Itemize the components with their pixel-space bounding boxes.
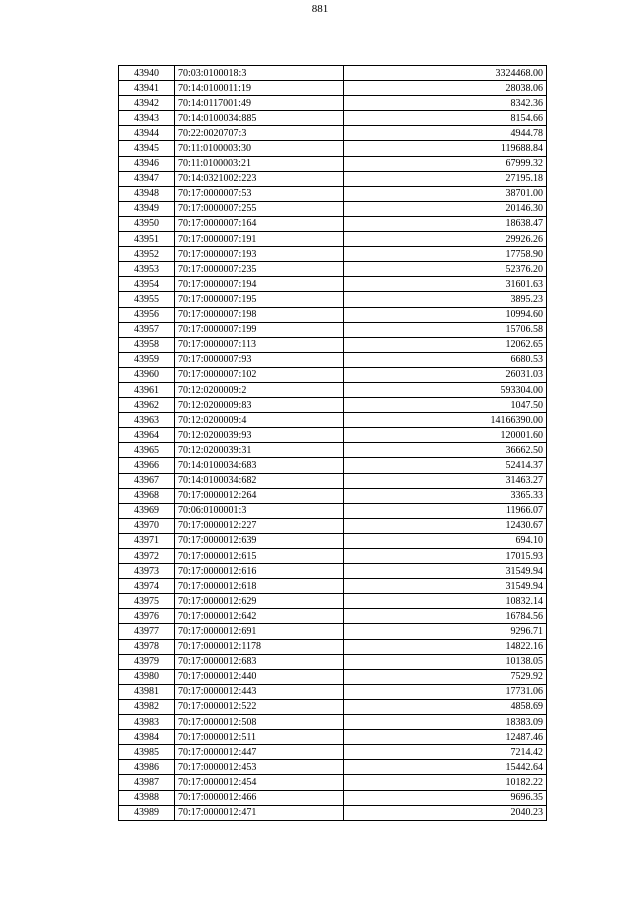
table-row [119, 594, 547, 609]
cadastral-value: 26031.03 [344, 367, 547, 382]
cadastral-value: 18383.09 [344, 715, 547, 730]
cadastral-value: 10138.05 [344, 654, 547, 669]
table-row [119, 518, 547, 533]
row-number: 43984 [119, 730, 175, 745]
cadastral-value: 12430.67 [344, 518, 547, 533]
cadastral-value: 120001.60 [344, 428, 547, 443]
row-number: 43986 [119, 760, 175, 775]
cadastral-value: 31549.94 [344, 579, 547, 594]
cadastral-number: 70:14:0100034:885 [175, 111, 344, 126]
cadastral-number: 70:17:0000012:618 [175, 579, 344, 594]
cadastral-number: 70:06:0100001:3 [175, 503, 344, 518]
row-number: 43968 [119, 488, 175, 503]
row-number: 43978 [119, 639, 175, 654]
cadastral-number: 70:17:0000012:511 [175, 730, 344, 745]
cadastral-number: 70:11:0100003:21 [175, 156, 344, 171]
table-row [119, 382, 547, 397]
cadastral-value: 7529.92 [344, 669, 547, 684]
cadastral-number: 70:17:0000007:93 [175, 352, 344, 367]
table-row [119, 171, 547, 186]
row-number: 43988 [119, 790, 175, 805]
cadastral-number: 70:03:0100018:3 [175, 66, 344, 81]
cadastral-number: 70:17:0000012:615 [175, 549, 344, 564]
table-row [119, 699, 547, 714]
cadastral-number: 70:17:0000012:453 [175, 760, 344, 775]
table-row [119, 624, 547, 639]
row-number: 43967 [119, 473, 175, 488]
table-row [119, 352, 547, 367]
cadastral-value: 38701.00 [344, 186, 547, 201]
row-number: 43965 [119, 443, 175, 458]
row-number: 43987 [119, 775, 175, 790]
row-number: 43944 [119, 126, 175, 141]
row-number: 43962 [119, 398, 175, 413]
cadastral-value: 31549.94 [344, 564, 547, 579]
cadastral-value: 10994.60 [344, 307, 547, 322]
row-number: 43943 [119, 111, 175, 126]
row-number: 43983 [119, 715, 175, 730]
row-number: 43969 [119, 503, 175, 518]
cadastral-number: 70:17:0000012:508 [175, 715, 344, 730]
row-number: 43979 [119, 654, 175, 669]
table-row [119, 292, 547, 307]
cadastral-number: 70:17:0000007:102 [175, 367, 344, 382]
cadastral-number: 70:17:0000007:198 [175, 307, 344, 322]
row-number: 43972 [119, 549, 175, 564]
cadastral-value: 52414.37 [344, 458, 547, 473]
cadastral-value: 20146.30 [344, 201, 547, 216]
cadastral-value: 11966.07 [344, 503, 547, 518]
row-number: 43957 [119, 322, 175, 337]
cadastral-value: 7214.42 [344, 745, 547, 760]
table-row [119, 156, 547, 171]
cadastral-value: 31463.27 [344, 473, 547, 488]
cadastral-value-table [118, 65, 547, 821]
cadastral-value: 17758.90 [344, 247, 547, 262]
cadastral-value: 27195.18 [344, 171, 547, 186]
row-number: 43951 [119, 232, 175, 247]
row-number: 43963 [119, 413, 175, 428]
cadastral-value: 4944.78 [344, 126, 547, 141]
cadastral-value: 12062.65 [344, 337, 547, 352]
cadastral-value: 9296.71 [344, 624, 547, 639]
table-row [119, 398, 547, 413]
cadastral-number: 70:14:0100034:682 [175, 473, 344, 488]
cadastral-value: 10182.22 [344, 775, 547, 790]
table-row [119, 654, 547, 669]
cadastral-value: 16784.56 [344, 609, 547, 624]
cadastral-value: 694.10 [344, 533, 547, 548]
table-row [119, 186, 547, 201]
cadastral-value: 3895.23 [344, 292, 547, 307]
row-number: 43966 [119, 458, 175, 473]
cadastral-value: 52376.20 [344, 262, 547, 277]
cadastral-value: 36662.50 [344, 443, 547, 458]
table-row [119, 775, 547, 790]
table-row [119, 216, 547, 231]
row-number: 43977 [119, 624, 175, 639]
row-number: 43950 [119, 216, 175, 231]
table-row [119, 337, 547, 352]
row-number: 43958 [119, 337, 175, 352]
row-number: 43981 [119, 684, 175, 699]
cadastral-value: 29926.26 [344, 232, 547, 247]
table-row [119, 307, 547, 322]
row-number: 43941 [119, 81, 175, 96]
row-number: 43964 [119, 428, 175, 443]
cadastral-number: 70:17:0000012:447 [175, 745, 344, 760]
row-number: 43947 [119, 171, 175, 186]
cadastral-value: 15706.58 [344, 322, 547, 337]
cadastral-number: 70:17:0000012:443 [175, 684, 344, 699]
row-number: 43975 [119, 594, 175, 609]
row-number: 43953 [119, 262, 175, 277]
cadastral-number: 70:17:0000007:199 [175, 322, 344, 337]
cadastral-number: 70:14:0100011:19 [175, 81, 344, 96]
table-row [119, 639, 547, 654]
cadastral-number: 70:22:0020707:3 [175, 126, 344, 141]
cadastral-number: 70:17:0000012:691 [175, 624, 344, 639]
cadastral-value: 119688.84 [344, 141, 547, 156]
row-number: 43961 [119, 382, 175, 397]
row-number: 43989 [119, 805, 175, 820]
row-number: 43974 [119, 579, 175, 594]
cadastral-number: 70:17:0000012:629 [175, 594, 344, 609]
cadastral-number: 70:17:0000012:1178 [175, 639, 344, 654]
cadastral-number: 70:17:0000007:194 [175, 277, 344, 292]
table-row [119, 564, 547, 579]
cadastral-number: 70:17:0000012:471 [175, 805, 344, 820]
table-row [119, 745, 547, 760]
cadastral-number: 70:17:0000007:235 [175, 262, 344, 277]
row-number: 43982 [119, 699, 175, 714]
cadastral-value: 3324468.00 [344, 66, 547, 81]
table-row [119, 609, 547, 624]
table-row [119, 790, 547, 805]
cadastral-value: 15442.64 [344, 760, 547, 775]
table-row [119, 126, 547, 141]
row-number: 43956 [119, 307, 175, 322]
table-row [119, 428, 547, 443]
table-row [119, 262, 547, 277]
cadastral-value: 8342.36 [344, 96, 547, 111]
cadastral-number: 70:17:0000007:255 [175, 201, 344, 216]
cadastral-number: 70:17:0000012:454 [175, 775, 344, 790]
cadastral-value: 10832.14 [344, 594, 547, 609]
cadastral-number: 70:17:0000012:522 [175, 699, 344, 714]
row-number: 43940 [119, 66, 175, 81]
row-number: 43955 [119, 292, 175, 307]
cadastral-number: 70:17:0000012:264 [175, 488, 344, 503]
row-number: 43959 [119, 352, 175, 367]
table-row [119, 367, 547, 382]
cadastral-number: 70:14:0117001:49 [175, 96, 344, 111]
table-row [119, 533, 547, 548]
table-row [119, 669, 547, 684]
cadastral-number: 70:17:0000012:683 [175, 654, 344, 669]
row-number: 43976 [119, 609, 175, 624]
table-row [119, 503, 547, 518]
table-row [119, 66, 547, 81]
row-number: 43949 [119, 201, 175, 216]
table-row [119, 232, 547, 247]
cadastral-number: 70:17:0000007:53 [175, 186, 344, 201]
table-row [119, 805, 547, 820]
cadastral-number: 70:17:0000007:193 [175, 247, 344, 262]
cadastral-number: 70:17:0000012:639 [175, 533, 344, 548]
table-row [119, 760, 547, 775]
table-row [119, 111, 547, 126]
table-row [119, 549, 547, 564]
cadastral-number: 70:17:0000012:616 [175, 564, 344, 579]
page-number: 881 [311, 3, 329, 15]
table-row [119, 715, 547, 730]
cadastral-number: 70:14:0321002:223 [175, 171, 344, 186]
cadastral-number: 70:17:0000012:440 [175, 669, 344, 684]
cadastral-value: 6680.53 [344, 352, 547, 367]
table-row [119, 247, 547, 262]
cadastral-value: 12487.46 [344, 730, 547, 745]
cadastral-value: 67999.32 [344, 156, 547, 171]
cadastral-value: 9696.35 [344, 790, 547, 805]
row-number: 43946 [119, 156, 175, 171]
table-row [119, 201, 547, 216]
cadastral-value: 14822.16 [344, 639, 547, 654]
cadastral-value: 3365.33 [344, 488, 547, 503]
row-number: 43954 [119, 277, 175, 292]
cadastral-value: 28038.06 [344, 81, 547, 96]
row-number: 43970 [119, 518, 175, 533]
table-row [119, 443, 547, 458]
cadastral-number: 70:12:0200039:93 [175, 428, 344, 443]
table-body [119, 66, 547, 821]
row-number: 43952 [119, 247, 175, 262]
cadastral-number: 70:17:0000007:164 [175, 216, 344, 231]
cadastral-value: 31601.63 [344, 277, 547, 292]
cadastral-value: 17015.93 [344, 549, 547, 564]
table-row [119, 579, 547, 594]
cadastral-value: 8154.66 [344, 111, 547, 126]
cadastral-number: 70:12:0200039:31 [175, 443, 344, 458]
row-number: 43960 [119, 367, 175, 382]
cadastral-number: 70:11:0100003:30 [175, 141, 344, 156]
cadastral-number: 70:17:0000012:227 [175, 518, 344, 533]
table-row [119, 413, 547, 428]
cadastral-value: 17731.06 [344, 684, 547, 699]
cadastral-number: 70:12:0200009:2 [175, 382, 344, 397]
table-row [119, 277, 547, 292]
row-number: 43971 [119, 533, 175, 548]
table-row [119, 322, 547, 337]
row-number: 43948 [119, 186, 175, 201]
cadastral-value: 593304.00 [344, 382, 547, 397]
cadastral-number: 70:17:0000012:466 [175, 790, 344, 805]
table-row [119, 141, 547, 156]
table-row [119, 473, 547, 488]
table-row [119, 730, 547, 745]
table-row [119, 96, 547, 111]
table-row [119, 684, 547, 699]
cadastral-value: 4858.69 [344, 699, 547, 714]
cadastral-number: 70:17:0000007:195 [175, 292, 344, 307]
table-row [119, 81, 547, 96]
row-number: 43985 [119, 745, 175, 760]
cadastral-number: 70:12:0200009:83 [175, 398, 344, 413]
cadastral-value: 2040.23 [344, 805, 547, 820]
cadastral-number: 70:12:0200009:4 [175, 413, 344, 428]
cadastral-value: 18638.47 [344, 216, 547, 231]
row-number: 43942 [119, 96, 175, 111]
row-number: 43980 [119, 669, 175, 684]
table-row [119, 458, 547, 473]
cadastral-number: 70:14:0100034:683 [175, 458, 344, 473]
cadastral-value: 14166390.00 [344, 413, 547, 428]
table-row [119, 488, 547, 503]
cadastral-number: 70:17:0000012:642 [175, 609, 344, 624]
row-number: 43945 [119, 141, 175, 156]
cadastral-number: 70:17:0000007:113 [175, 337, 344, 352]
row-number: 43973 [119, 564, 175, 579]
cadastral-number: 70:17:0000007:191 [175, 232, 344, 247]
cadastral-value: 1047.50 [344, 398, 547, 413]
